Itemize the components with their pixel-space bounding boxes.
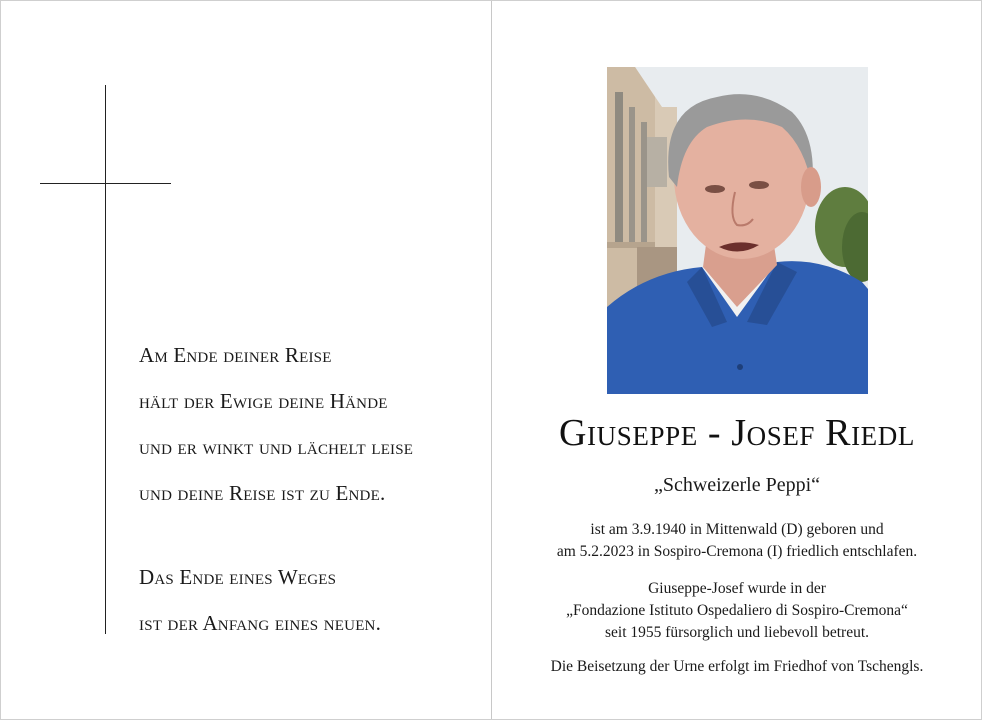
- burial-line: Die Beisetzung der Urne erfolgt im Friedhof von Tschengls.: [550, 658, 924, 675]
- poem-line: Das Ende eines Weges: [139, 565, 337, 589]
- poem-line: hält der Ewige deine Hände: [139, 389, 388, 413]
- care-line: seit 1955 fürsorglich und liebevoll betreut.: [604, 624, 870, 641]
- poem-line: und er winkt und lächelt leise: [139, 435, 414, 459]
- cross-icon-horizontal-bar: [40, 183, 171, 184]
- life-line: ist am 3.9.1940 in Mittenwald (D) geboren und: [590, 521, 884, 538]
- portrait-photo: [607, 67, 868, 394]
- poem: [139, 332, 479, 646]
- portrait-image: [607, 67, 868, 394]
- life-line: am 5.2.2023 in Sospiro-Cremona (I) friedlich entschlafen.: [556, 543, 918, 560]
- deceased-nickname: „Schweizerle Peppi“: [653, 474, 821, 496]
- burial-text: [492, 656, 982, 678]
- deceased-name: Giuseppe - Josef Riedl: [559, 412, 915, 454]
- stanza-gap: [139, 516, 479, 554]
- poem-line: Am Ende deiner Reise: [139, 343, 332, 367]
- care-line: „Fondazione Istituto Ospedaliero di Sospiro-Cremona“: [566, 602, 908, 619]
- care-text: [492, 578, 982, 644]
- life-dates-text: [492, 519, 982, 563]
- cross-icon-vertical-bar: [105, 85, 106, 634]
- care-line: Giuseppe-Josef wurde in der: [648, 580, 826, 597]
- poem-line: ist der Anfang eines neuen.: [139, 611, 382, 635]
- poem-line: und deine Reise ist zu Ende.: [139, 481, 386, 505]
